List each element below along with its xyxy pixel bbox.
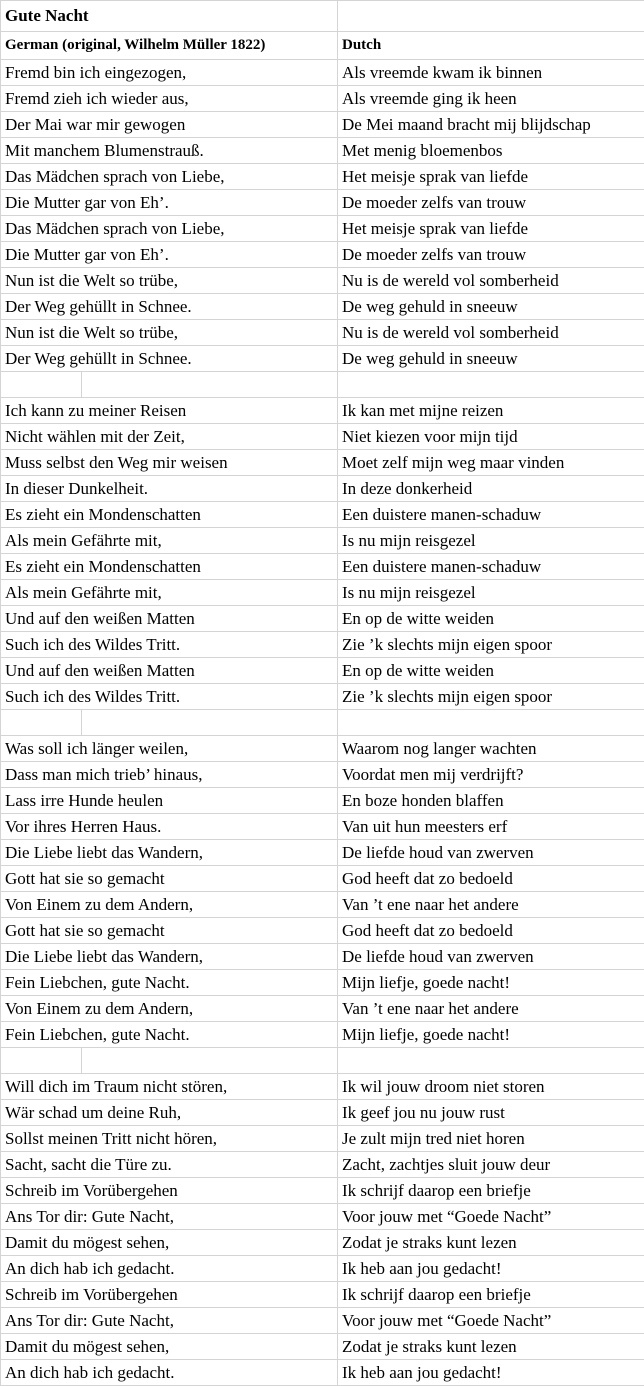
german-line-cell[interactable]: Ans Tor dir: Gute Nacht, xyxy=(1,1308,338,1334)
german-line-cell[interactable]: Von Einem zu dem Andern, xyxy=(1,996,338,1022)
lyric-row xyxy=(1,528,644,554)
dutch-line-cell[interactable]: De weg gehuld in sneeuw xyxy=(338,346,644,372)
german-line-cell[interactable]: Als mein Gefährte mit, xyxy=(1,528,338,554)
lyric-row xyxy=(1,632,644,658)
german-line-cell[interactable]: Als mein Gefährte mit, xyxy=(1,580,338,606)
dutch-line-cell[interactable]: Zodat je straks kunt lezen xyxy=(338,1230,644,1256)
blank-cell-german[interactable] xyxy=(1,1048,338,1074)
lyric-row xyxy=(1,1230,644,1256)
lyric-row xyxy=(1,814,644,840)
german-line-cell[interactable]: Such ich des Wildes Tritt. xyxy=(1,684,338,710)
lyric-row xyxy=(1,1334,644,1360)
dutch-line-cell[interactable]: Moet zelf mijn weg maar vinden xyxy=(338,450,644,476)
dutch-line-cell[interactable]: En boze honden blaffen xyxy=(338,788,644,814)
german-line-cell[interactable]: Schreib im Vorübergehen xyxy=(1,1178,338,1204)
dutch-line-cell[interactable]: Met menig bloemenbos xyxy=(338,138,644,164)
german-line-cell[interactable]: Der Weg gehüllt in Schnee. xyxy=(1,294,338,320)
dutch-line-cell[interactable]: Ik heb aan jou gedacht! xyxy=(338,1360,644,1386)
lyric-row xyxy=(1,892,644,918)
dutch-line-cell[interactable]: Je zult mijn tred niet horen xyxy=(338,1126,644,1152)
dutch-line-cell[interactable]: En op de witte weiden xyxy=(338,606,644,632)
german-line-cell[interactable]: Die Mutter gar von Eh’. xyxy=(1,190,338,216)
header-dutch-cell[interactable]: Dutch xyxy=(338,32,644,60)
lyric-row xyxy=(1,1256,644,1282)
german-line-cell[interactable]: In dieser Dunkelheit. xyxy=(1,476,338,502)
dutch-line-cell[interactable]: Ik heb aan jou gedacht! xyxy=(338,1256,644,1282)
lyric-row xyxy=(1,918,644,944)
german-line-cell[interactable]: Das Mädchen sprach von Liebe, xyxy=(1,216,338,242)
dutch-line-cell[interactable]: Zie ’k slechts mijn eigen spoor xyxy=(338,632,644,658)
dutch-line-cell[interactable]: Is nu mijn reisgezel xyxy=(338,528,644,554)
lyric-row xyxy=(1,658,644,684)
lyric-row xyxy=(1,60,644,86)
lyric-row xyxy=(1,788,644,814)
german-line-cell[interactable]: Ich kann zu meiner Reisen xyxy=(1,398,338,424)
lyric-row xyxy=(1,1126,644,1152)
dutch-line-cell[interactable]: En op de witte weiden xyxy=(338,658,644,684)
german-line-cell[interactable]: Vor ihres Herren Haus. xyxy=(1,814,338,840)
dutch-line-cell[interactable]: De moeder zelfs van trouw xyxy=(338,242,644,268)
header-german-cell[interactable]: German (original, Wilhelm Müller 1822) xyxy=(1,32,338,60)
dutch-line-cell[interactable]: Is nu mijn reisgezel xyxy=(338,580,644,606)
lyric-row xyxy=(1,606,644,632)
german-line-cell[interactable]: Wär schad um deine Ruh, xyxy=(1,1100,338,1126)
dutch-line-cell[interactable]: Ik wil jouw droom niet storen xyxy=(338,1074,644,1100)
german-line-cell[interactable]: Schreib im Vorübergehen xyxy=(1,1282,338,1308)
german-line-cell[interactable]: Die Liebe liebt das Wandern, xyxy=(1,840,338,866)
german-line-cell[interactable]: Will dich im Traum nicht stören, xyxy=(1,1074,338,1100)
lyric-row xyxy=(1,346,644,372)
german-line-cell[interactable]: An dich hab ich gedacht. xyxy=(1,1360,338,1386)
german-line-cell[interactable]: Damit du mögest sehen, xyxy=(1,1334,338,1360)
lyric-row xyxy=(1,736,644,762)
dutch-line-cell[interactable]: Een duistere manen-schaduw xyxy=(338,502,644,528)
lyric-row xyxy=(1,554,644,580)
german-line-cell[interactable]: Fremd bin ich eingezogen, xyxy=(1,60,338,86)
german-line-cell[interactable]: Sacht, sacht die Türe zu. xyxy=(1,1152,338,1178)
german-line-cell[interactable]: Und auf den weißen Matten xyxy=(1,658,338,684)
lyric-row xyxy=(1,190,644,216)
german-line-cell[interactable]: Dass man mich trieb’ hinaus, xyxy=(1,762,338,788)
lyric-row xyxy=(1,502,644,528)
dutch-line-cell[interactable]: De liefde houd van zwerven xyxy=(338,840,644,866)
dutch-line-cell[interactable]: Voor jouw met “Goede Nacht” xyxy=(338,1308,644,1334)
lyric-row xyxy=(1,320,644,346)
dutch-line-cell[interactable]: De Mei maand bracht mij blijdschap xyxy=(338,112,644,138)
dutch-line-cell[interactable]: Ik schrijf daarop een briefje xyxy=(338,1282,644,1308)
dutch-line-cell[interactable]: Van uit hun meesters erf xyxy=(338,814,644,840)
dutch-line-cell[interactable]: Nu is de wereld vol somberheid xyxy=(338,268,644,294)
lyric-row xyxy=(1,112,644,138)
german-line-cell[interactable]: Die Mutter gar von Eh’. xyxy=(1,242,338,268)
dutch-line-cell[interactable]: Zacht, zachtjes sluit jouw deur xyxy=(338,1152,644,1178)
german-line-cell[interactable]: Lass irre Hunde heulen xyxy=(1,788,338,814)
german-line-cell[interactable]: Von Einem zu dem Andern, xyxy=(1,892,338,918)
dutch-line-cell[interactable]: Het meisje sprak van liefde xyxy=(338,216,644,242)
lyric-row xyxy=(1,164,644,190)
lyric-row xyxy=(1,866,644,892)
title-cell[interactable]: Gute Nacht xyxy=(1,1,338,32)
dutch-line-cell[interactable]: Voordat men mij verdrijft? xyxy=(338,762,644,788)
german-line-cell[interactable]: Damit du mögest sehen, xyxy=(1,1230,338,1256)
blank-row xyxy=(1,710,644,736)
german-line-cell[interactable]: Mit manchem Blumenstrauß. xyxy=(1,138,338,164)
lyric-row xyxy=(1,1360,644,1386)
german-line-cell[interactable]: Es zieht ein Mondenschatten xyxy=(1,502,338,528)
lyric-row xyxy=(1,1022,644,1048)
dutch-line-cell[interactable]: Een duistere manen-schaduw xyxy=(338,554,644,580)
lyric-row xyxy=(1,268,644,294)
german-line-cell[interactable]: Ans Tor dir: Gute Nacht, xyxy=(1,1204,338,1230)
blank-cell-german[interactable] xyxy=(1,372,338,398)
lyric-row xyxy=(1,294,644,320)
header-row xyxy=(1,32,644,60)
lyric-row xyxy=(1,476,644,502)
lyric-row xyxy=(1,1204,644,1230)
lyric-row xyxy=(1,242,644,268)
title-empty-cell[interactable] xyxy=(338,1,644,32)
dutch-line-cell[interactable]: Mijn liefje, goede nacht! xyxy=(338,1022,644,1048)
dutch-line-cell[interactable]: Nu is de wereld vol somberheid xyxy=(338,320,644,346)
dutch-line-cell[interactable]: Waarom nog langer wachten xyxy=(338,736,644,762)
title-row xyxy=(1,1,644,32)
lyric-row xyxy=(1,944,644,970)
dutch-line-cell[interactable]: Als vreemde kwam ik binnen xyxy=(338,60,644,86)
german-line-cell[interactable]: Sollst meinen Tritt nicht hören, xyxy=(1,1126,338,1152)
dutch-line-cell[interactable]: Voor jouw met “Goede Nacht” xyxy=(338,1204,644,1230)
lyric-row xyxy=(1,450,644,476)
german-line-cell[interactable]: Fein Liebchen, gute Nacht. xyxy=(1,970,338,996)
german-line-cell[interactable]: Es zieht ein Mondenschatten xyxy=(1,554,338,580)
lyric-row xyxy=(1,1152,644,1178)
dutch-line-cell[interactable]: De moeder zelfs van trouw xyxy=(338,190,644,216)
dutch-line-cell[interactable]: De weg gehuld in sneeuw xyxy=(338,294,644,320)
dutch-line-cell[interactable]: Ik geef jou nu jouw rust xyxy=(338,1100,644,1126)
blank-row xyxy=(1,372,644,398)
blank-row xyxy=(1,1048,644,1074)
dutch-line-cell[interactable]: Het meisje sprak van liefde xyxy=(338,164,644,190)
lyric-row xyxy=(1,1282,644,1308)
german-line-cell[interactable]: Such ich des Wildes Tritt. xyxy=(1,632,338,658)
lyric-row xyxy=(1,762,644,788)
lyric-row xyxy=(1,424,644,450)
german-line-cell[interactable]: Nun ist die Welt so trübe, xyxy=(1,268,338,294)
lyric-row xyxy=(1,684,644,710)
dutch-line-cell[interactable]: In deze donkerheid xyxy=(338,476,644,502)
german-line-cell[interactable]: Gott hat sie so gemacht xyxy=(1,918,338,944)
lyric-row xyxy=(1,970,644,996)
dutch-line-cell[interactable]: Als vreemde ging ik heen xyxy=(338,86,644,112)
german-line-cell[interactable]: Gott hat sie so gemacht xyxy=(1,866,338,892)
lyric-row xyxy=(1,1308,644,1334)
german-line-cell[interactable]: Fein Liebchen, gute Nacht. xyxy=(1,1022,338,1048)
german-line-cell[interactable]: Was soll ich länger weilen, xyxy=(1,736,338,762)
german-line-cell[interactable]: Und auf den weißen Matten xyxy=(1,606,338,632)
blank-cell-dutch[interactable] xyxy=(338,710,644,736)
german-line-cell[interactable]: Nun ist die Welt so trübe, xyxy=(1,320,338,346)
german-line-cell[interactable]: Muss selbst den Weg mir weisen xyxy=(1,450,338,476)
german-line-cell[interactable]: Nicht wählen mit der Zeit, xyxy=(1,424,338,450)
dutch-line-cell[interactable]: Niet kiezen voor mijn tijd xyxy=(338,424,644,450)
german-line-cell[interactable]: Der Mai war mir gewogen xyxy=(1,112,338,138)
lyric-row xyxy=(1,138,644,164)
dutch-line-cell[interactable]: God heeft dat zo bedoeld xyxy=(338,866,644,892)
dutch-line-cell[interactable]: Ik kan met mijne reizen xyxy=(338,398,644,424)
lyric-row xyxy=(1,840,644,866)
dutch-line-cell[interactable]: Zodat je straks kunt lezen xyxy=(338,1334,644,1360)
dutch-line-cell[interactable]: Mijn liefje, goede nacht! xyxy=(338,970,644,996)
german-line-cell[interactable]: Die Liebe liebt das Wandern, xyxy=(1,944,338,970)
blank-cell-dutch[interactable] xyxy=(338,1048,644,1074)
lyric-row xyxy=(1,216,644,242)
dutch-line-cell[interactable]: Zie ’k slechts mijn eigen spoor xyxy=(338,684,644,710)
dutch-line-cell[interactable]: De liefde houd van zwerven xyxy=(338,944,644,970)
lyric-row xyxy=(1,1178,644,1204)
dutch-line-cell[interactable]: God heeft dat zo bedoeld xyxy=(338,918,644,944)
blank-cell-dutch[interactable] xyxy=(338,372,644,398)
german-line-cell[interactable]: Fremd zieh ich wieder aus, xyxy=(1,86,338,112)
dutch-line-cell[interactable]: Van ’t ene naar het andere xyxy=(338,892,644,918)
dutch-line-cell[interactable]: Ik schrijf daarop een briefje xyxy=(338,1178,644,1204)
lyric-row xyxy=(1,996,644,1022)
german-line-cell[interactable]: Das Mädchen sprach von Liebe, xyxy=(1,164,338,190)
lyric-row xyxy=(1,1100,644,1126)
blank-cell-german[interactable] xyxy=(1,710,338,736)
lyric-row xyxy=(1,398,644,424)
lyric-row xyxy=(1,86,644,112)
german-line-cell[interactable]: Der Weg gehüllt in Schnee. xyxy=(1,346,338,372)
german-line-cell[interactable]: An dich hab ich gedacht. xyxy=(1,1256,338,1282)
lyric-row xyxy=(1,1074,644,1100)
lyric-row xyxy=(1,580,644,606)
dutch-line-cell[interactable]: Van ’t ene naar het andere xyxy=(338,996,644,1022)
